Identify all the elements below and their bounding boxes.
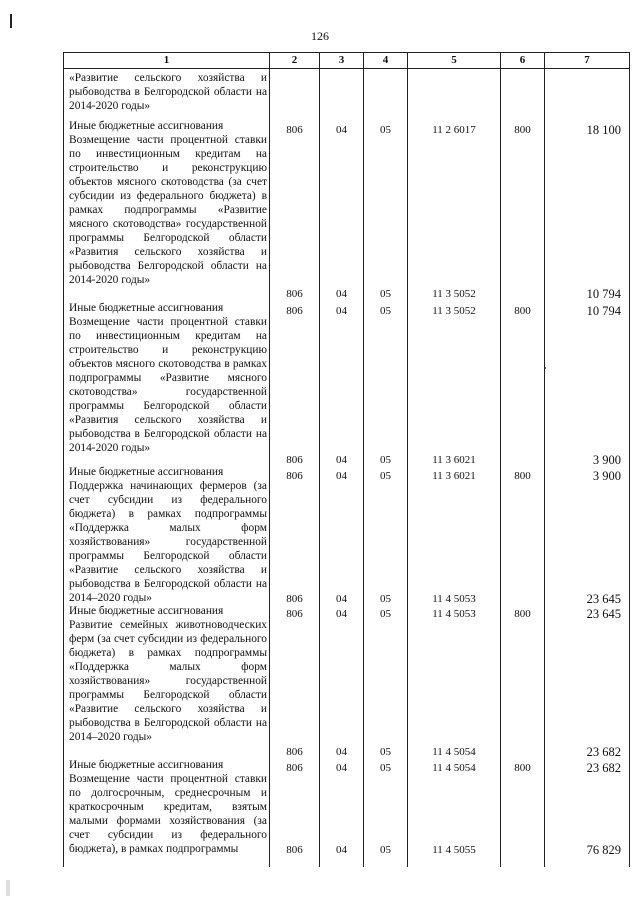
scan-edge-mark-bottom [6, 880, 10, 896]
row-target-article: 11 2 6017 [432, 124, 476, 136]
row-section: 04 [336, 762, 347, 774]
row-description: Возмещение части процентной ставки по инвестиционным кредитам на строительство и реконструкцию объектов мясного скотоводства (за счет субсидии из федерального бюджета) в рамках подпрограммы «Развитие мясного скотоводства» государственной программы Белгородской области «Развития сельского хозяйства и рыбоводства Белгородской области на 2014-2020 годы» [69, 134, 267, 286]
row-section: 04 [336, 608, 347, 620]
row-ministry-code: 806 [286, 746, 303, 758]
target-article-column [408, 69, 501, 868]
row-ministry-code: 806 [286, 593, 303, 605]
row-description: Возмещение части процентной ставки по инвестиционным кредитам на строительство и реконструкцию объектов мясного скотоводства в рамках подпрограммы «Развитие мясного скотоводства» государственной программы Белгородской области «Развития сельского хозяйства и рыбоводства в Белгородской области на 2014-2020 годы» [69, 316, 267, 454]
row-description: Иные бюджетные ассигнования [69, 466, 224, 478]
row-ministry-code: 806 [286, 608, 303, 620]
row-section: 04 [336, 288, 347, 300]
description-column [64, 69, 270, 868]
row-target-article: 11 3 6021 [432, 470, 476, 482]
row-section: 04 [336, 593, 347, 605]
row-section: 04 [336, 746, 347, 758]
row-amount: 3 900 [592, 469, 621, 483]
row-target-article: 11 4 5053 [432, 608, 476, 620]
row-subsection: 05 [380, 762, 391, 774]
header-col-5: 5 [408, 53, 501, 69]
row-expense-type: 800 [514, 608, 531, 620]
row-subsection: 05 [380, 305, 391, 317]
row-target-article: 11 3 5052 [432, 288, 476, 300]
row-target-article: 11 4 5055 [432, 844, 476, 856]
row-description: Иные бюджетные ассигнования [69, 605, 224, 617]
row-subsection: 05 [380, 124, 391, 136]
budget-table [63, 52, 630, 867]
scan-speck [544, 367, 546, 369]
header-col-2: 2 [270, 53, 320, 69]
row-ministry-code: 806 [286, 454, 303, 466]
row-description: Иные бюджетные ассигнования [69, 302, 224, 314]
row-section: 04 [336, 305, 347, 317]
row-amount: 76 829 [586, 843, 621, 857]
row-ministry-code: 806 [286, 762, 303, 774]
row-expense-type: 800 [514, 124, 531, 136]
row-target-article: 11 4 5054 [432, 746, 476, 758]
table-body [64, 69, 630, 868]
row-section: 04 [336, 470, 347, 482]
row-amount: 23 682 [586, 745, 621, 759]
row-subsection: 05 [380, 470, 391, 482]
row-target-article: 11 3 5052 [432, 305, 476, 317]
amount-column [545, 69, 630, 868]
row-expense-type: 800 [514, 470, 531, 482]
row-description: Иные бюджетные ассигнования [69, 759, 224, 771]
row-description: «Развитие сельского хозяйства и рыбоводства в Белгородской области на 2014-2020 годы» [69, 72, 267, 112]
row-target-article: 11 4 5053 [432, 593, 476, 605]
row-ministry-code: 806 [286, 305, 303, 317]
row-subsection: 05 [380, 608, 391, 620]
row-description: Возмещение части процентной ставки по долгосрочным, среднесрочным и краткосрочным кредитам, взятым малыми формами хозяйствования (за счет субсидии из федерального бюджета), в рамках подпрограммы [69, 773, 267, 855]
page-number: 126 [311, 29, 329, 43]
row-section: 04 [336, 454, 347, 466]
row-subsection: 05 [380, 746, 391, 758]
row-target-article: 11 3 6021 [432, 454, 476, 466]
row-amount: 3 900 [592, 453, 621, 467]
header-col-4: 4 [364, 53, 408, 69]
row-description: Поддержка начинающих фермеров (за счет субсидии из федерального бюджета) в рамках подпрограммы «Поддержка малых форм хозяйствования» государственной программы Белгородской области «Развитие сельского хозяйства и рыбоводства в Белгородской области на 2014–2020 годы» [69, 480, 267, 604]
row-ministry-code: 806 [286, 844, 303, 856]
row-section: 04 [336, 124, 347, 136]
expense-type-column [501, 69, 545, 868]
row-amount: 10 794 [586, 304, 621, 318]
row-ministry-code: 806 [286, 470, 303, 482]
row-ministry-code: 806 [286, 124, 303, 136]
section-column [320, 69, 364, 868]
header-row [64, 53, 630, 69]
row-subsection: 05 [380, 593, 391, 605]
row-subsection: 05 [380, 288, 391, 300]
ministry-code-column [270, 69, 320, 868]
header-col-1: 1 [64, 53, 270, 69]
row-section: 04 [336, 844, 347, 856]
row-description: Иные бюджетные ассигнования [69, 120, 224, 132]
row-target-article: 11 4 5054 [432, 762, 476, 774]
row-amount: 23 645 [586, 607, 621, 621]
header-col-7: 7 [545, 53, 630, 69]
row-amount: 23 682 [586, 761, 621, 775]
row-description: Развитие семейных животноводческих ферм (за счет субсидии из федерального бюджета) в рамках подпрограммы «Поддержка малых форм хозяйствования» государственной программы Белгородской области «Развитие сельского хозяйства и рыбоводства в Белгородской области на 2014–2020 годы» [69, 619, 267, 743]
row-ministry-code: 806 [286, 288, 303, 300]
row-amount: 23 645 [586, 592, 621, 606]
row-amount: 18 100 [586, 123, 621, 137]
header-col-6: 6 [501, 53, 545, 69]
row-expense-type: 800 [514, 305, 531, 317]
scan-edge-mark [10, 14, 12, 28]
row-amount: 10 794 [586, 287, 621, 301]
header-col-3: 3 [320, 53, 364, 69]
row-subsection: 05 [380, 454, 391, 466]
subsection-column [364, 69, 408, 868]
row-expense-type: 800 [514, 762, 531, 774]
row-subsection: 05 [380, 844, 391, 856]
